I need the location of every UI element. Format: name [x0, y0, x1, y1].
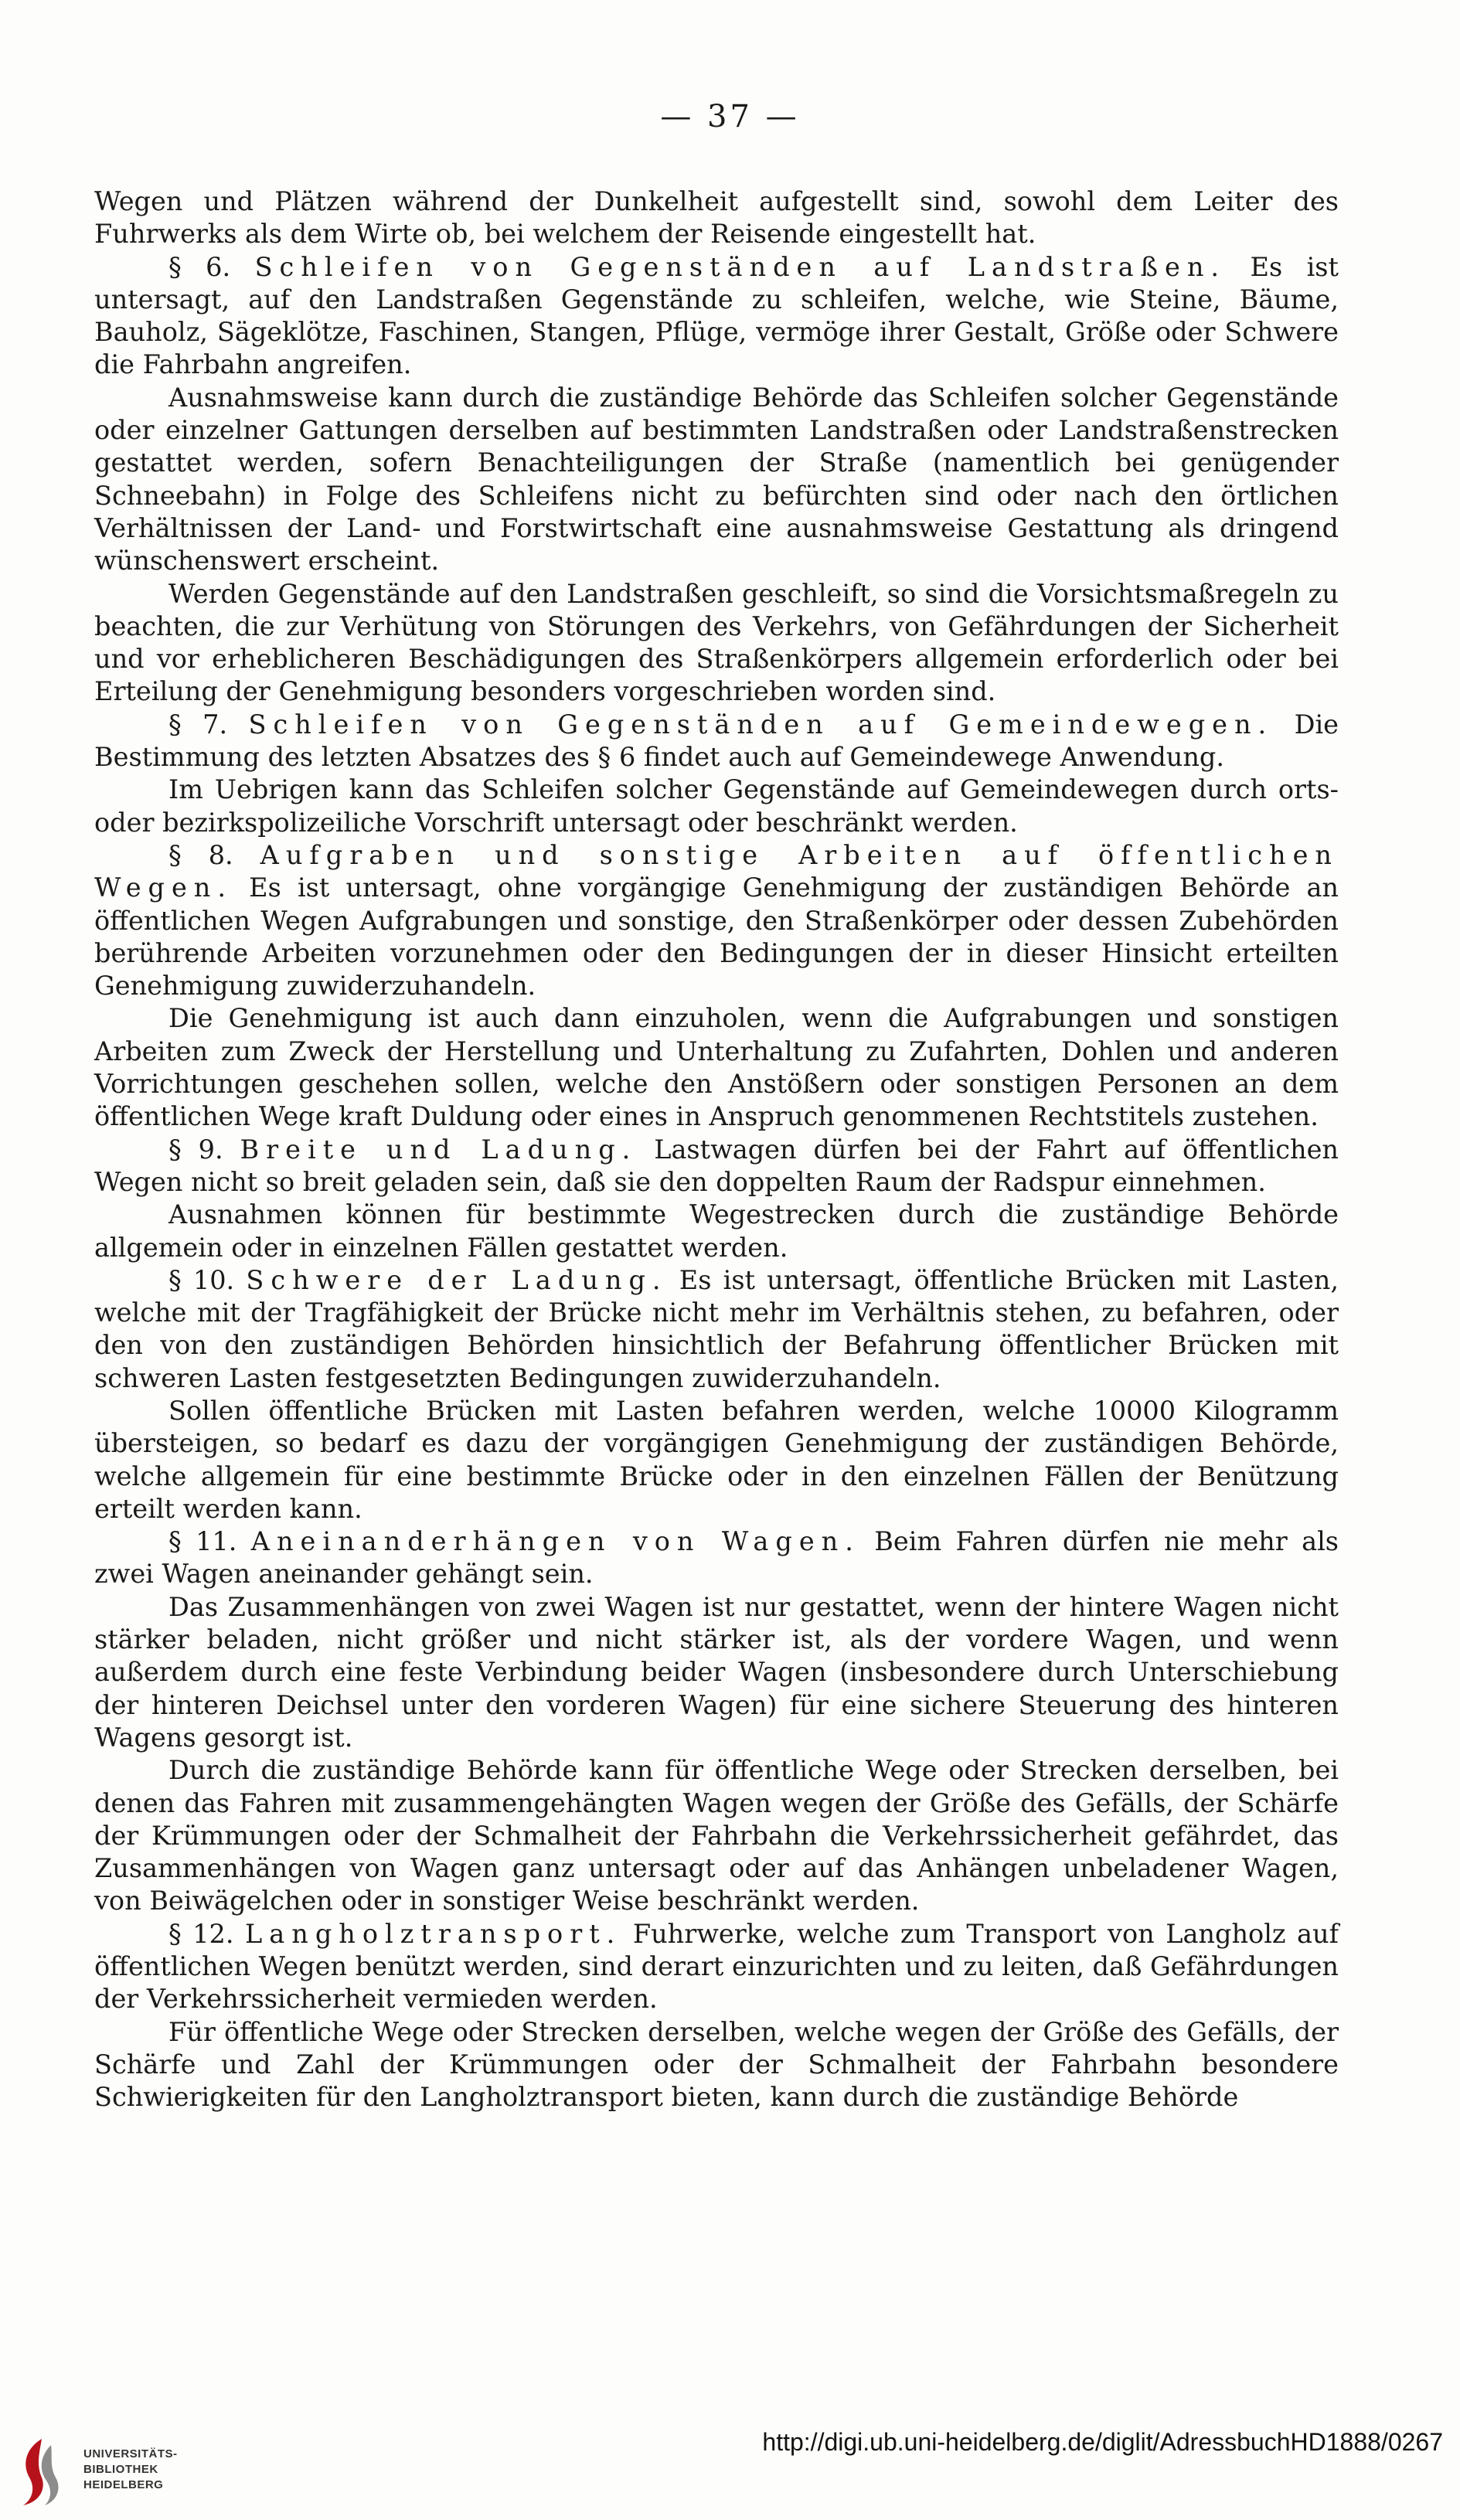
paragraph [94, 774, 1339, 839]
section-title: Breite und Ladung. [240, 1134, 638, 1165]
logo-line-1: UNIVERSITÄTS- [83, 2447, 178, 2460]
paragraph-text: Lastwagen dürfen bei der Fahrt auf öffentlichen Wegen nicht so breit geladen sein, daß sie den doppelten Raum der Radspur einnehmen. [94, 1134, 1339, 1197]
paragraph-text: Beim Fahren dürfen nie mehr als zwei Wagen aneinander gehängt sein. [94, 1526, 1339, 1590]
section-number: § 11. [168, 1526, 237, 1557]
logo-line-3: HEIDELBERG [83, 2478, 164, 2491]
section-number: § 9. [168, 1134, 223, 1165]
paragraph-text: Für öffentliche Wege oder Strecken derselben, welche wegen der Größe des Gefälls, der Schärfe und Zahl der Krümmungen oder der Schmalheit der Fahrbahn besondere Schwierigkeiten für den Langholztransport bieten, kann durch die zuständige Behörde [94, 2016, 1339, 2113]
paragraph-text: Es ist untersagt, auf den Landstraßen Gegenstände zu schleifen, welche, wie Steine, Bäume, Bauholz, Sägeklötze, Faschinen, Stangen, Pflüge, vermöge ihrer Gestalt, Größe oder Schwere die Fahrbahn angreifen. [94, 251, 1339, 380]
section-title: Aufgraben und sonstige Arbeiten auf öffentlichen Wegen. [94, 839, 1339, 903]
paragraph [94, 382, 1339, 578]
paragraph-text: Ausnahmsweise kann durch die zuständige Behörde das Schleifen solcher Gegenstände oder einzelner Gattungen derselben auf bestimmten Landstraßen oder Landstraßenstrecken gestattet werden, sofern Benachteiligungen der Straße (namentlich bei genügender Schneebahn) in Folge des Schleifens nicht zu befürchten sind oder nach den örtlichen Verhältnissen der Land- und Forstwirtschaft eine ausnahmsweise Gestattung als dringend wünschenswert erscheint. [94, 382, 1339, 576]
section-number: § 12. [168, 1918, 234, 1949]
paragraph-text: Es ist untersagt, ohne vorgängige Genehmigung der zuständigen Behörde an öffentlichen Wegen Aufgrabungen und sonstige, den Straßenkörper oder dessen Zubehörden berührende Arbeiten vorzunehmen oder den Bedingungen der in dieser Hinsicht erteilten Genehmigung zuwiderzuhandeln. [94, 872, 1339, 1002]
library-logo-text [83, 2447, 178, 2493]
paragraph-text: Ausnahmen können für bestimmte Wegestrecken durch die zuständige Behörde allgemein oder in einzelnen Fällen gestattet werden. [94, 1199, 1339, 1263]
paragraph-text: Werden Gegenstände auf den Landstraßen geschleift, so sind die Vorsichtsmaßregeln zu beachten, die zur Verhütung von Störungen des Verkehrs, von Gefährdungen der Sicherheit und vor erheblicheren Beschädigungen des Straßenkörpers allgemein erforderlich oder bei Erteilung der Genehmigung besonders vorgeschrieben worden sind. [94, 578, 1339, 707]
paragraph [94, 1591, 1339, 1754]
paragraph [94, 1525, 1339, 1591]
section-number: § 6. [168, 251, 231, 282]
paragraph [94, 185, 1339, 251]
section-title: Schleifen von Gegenständen auf Landstraßen. [254, 251, 1227, 282]
section-number: § 8. [168, 839, 233, 870]
body-text [94, 185, 1339, 2114]
footer [0, 2411, 1460, 2520]
paragraph [94, 1918, 1339, 2016]
paragraph [94, 2016, 1339, 2114]
paragraph [94, 1754, 1339, 1917]
paragraph-text: Das Zusammenhängen von zwei Wagen ist nur gestattet, wenn der hintere Wagen nicht stärker beladen, nicht größer und nicht stärker ist, als der vordere Wagen, und wenn außerdem durch eine feste Verbindung beider Wagen (insbesondere durch Unterschiebung der hinteren Deichsel unter den vorderen Wagen) für eine sichere Steuerung des hinteren Wagens gesorgt ist. [94, 1591, 1339, 1753]
library-logo[interactable] [12, 2433, 244, 2510]
paragraph [94, 1395, 1339, 1525]
section-number: § 7. [168, 709, 228, 740]
page-number: — 37 — [660, 99, 800, 134]
source-url[interactable]: http://digi.ub.uni-heidelberg.de/diglit/AdressbuchHD1888/0267 [762, 2428, 1443, 2456]
paragraph [94, 1264, 1339, 1395]
paragraph [94, 578, 1339, 709]
paragraph-text: Wegen und Plätzen während der Dunkelheit aufgestellt sind, sowohl dem Leiter des Fuhrwerks als dem Wirte ob, bei welchem der Reisende eingestellt hat. [94, 186, 1339, 250]
section-title: Aneinanderhängen von Wagen. [250, 1526, 860, 1557]
section-title: Langholztransport. [245, 1918, 622, 1949]
section-title: Schleifen von Gegenständen auf Gemeindewegen. [248, 709, 1274, 740]
paragraph-text: Im Uebrigen kann das Schleifen solcher Gegenstände auf Gemeindewegen durch orts- oder bezirkspolizeiliche Vorschrift untersagt oder beschränkt werden. [94, 774, 1339, 838]
paragraph-text: Sollen öffentliche Brücken mit Lasten befahren werden, welche 10000 Kilogramm übersteigen, so bedarf es dazu der vorgängigen Genehmigung der zuständigen Behörde, welche allgemein für eine bestimmte Brücke oder in den einzelnen Fällen der Benützung erteilt werden kann. [94, 1395, 1339, 1524]
paragraph-text: Fuhrwerke, welche zum Transport von Langholz auf öffentlichen Wegen benützt werden, sind derart einzurichten und zu leiten, daß Gefährdungen der Verkehrssicherheit vermieden werden. [94, 1918, 1339, 2015]
paragraph-text: Die Bestimmung des letzten Absatzes des § 6 findet auch auf Gemeindewege Anwendung. [94, 709, 1339, 773]
paragraph [94, 839, 1339, 1002]
library-logo-icon [12, 2433, 74, 2510]
paragraph-text: Durch die zuständige Behörde kann für öffentliche Wege oder Strecken derselben, bei denen das Fahren mit zusammengehängten Wagen wegen der Größe des Gefälls, der Schärfe der Krümmungen oder der Schmalheit der Fahrbahn die Verkehrssicherheit gefährdet, das Zusammenhängen von Wagen ganz untersagt oder auf das Anhängen unbeladener Wagen, von Beiwägelchen oder in sonstiger Weise beschränkt werden. [94, 1755, 1339, 1916]
logo-line-2: BIBLIOTHEK [83, 2463, 158, 2476]
paragraph-text: Die Genehmigung ist auch dann einzuholen, wenn die Aufgrabungen und sonstigen Arbeiten zum Zweck der Herstellung und Unterhaltung zu Zufahrten, Dohlen und anderen Vorrichtungen geschehen sollen, welche den Anstößern oder sonstigen Personen an dem öffentlichen Wege kraft Duldung oder eines in Anspruch genommenen Rechtstitels zustehen. [94, 1003, 1339, 1132]
paragraph [94, 709, 1339, 774]
paragraph [94, 251, 1339, 382]
paragraph-text: Es ist untersagt, öffentliche Brücken mit Lasten, welche mit der Tragfähigkeit der Brücke nicht mehr im Verhältnis stehen, zu befahren, oder den von den zuständigen Behörden hinsichtlich der Befahrung öffentlicher Brücken mit schweren Lasten festgesetzten Bedingungen zuwiderzuhandeln. [94, 1264, 1339, 1393]
paragraph [94, 1199, 1339, 1264]
paragraph [94, 1002, 1339, 1133]
section-number: § 10. [168, 1264, 235, 1295]
paragraph [94, 1134, 1339, 1199]
section-title: Schwere der Ladung. [246, 1264, 668, 1295]
